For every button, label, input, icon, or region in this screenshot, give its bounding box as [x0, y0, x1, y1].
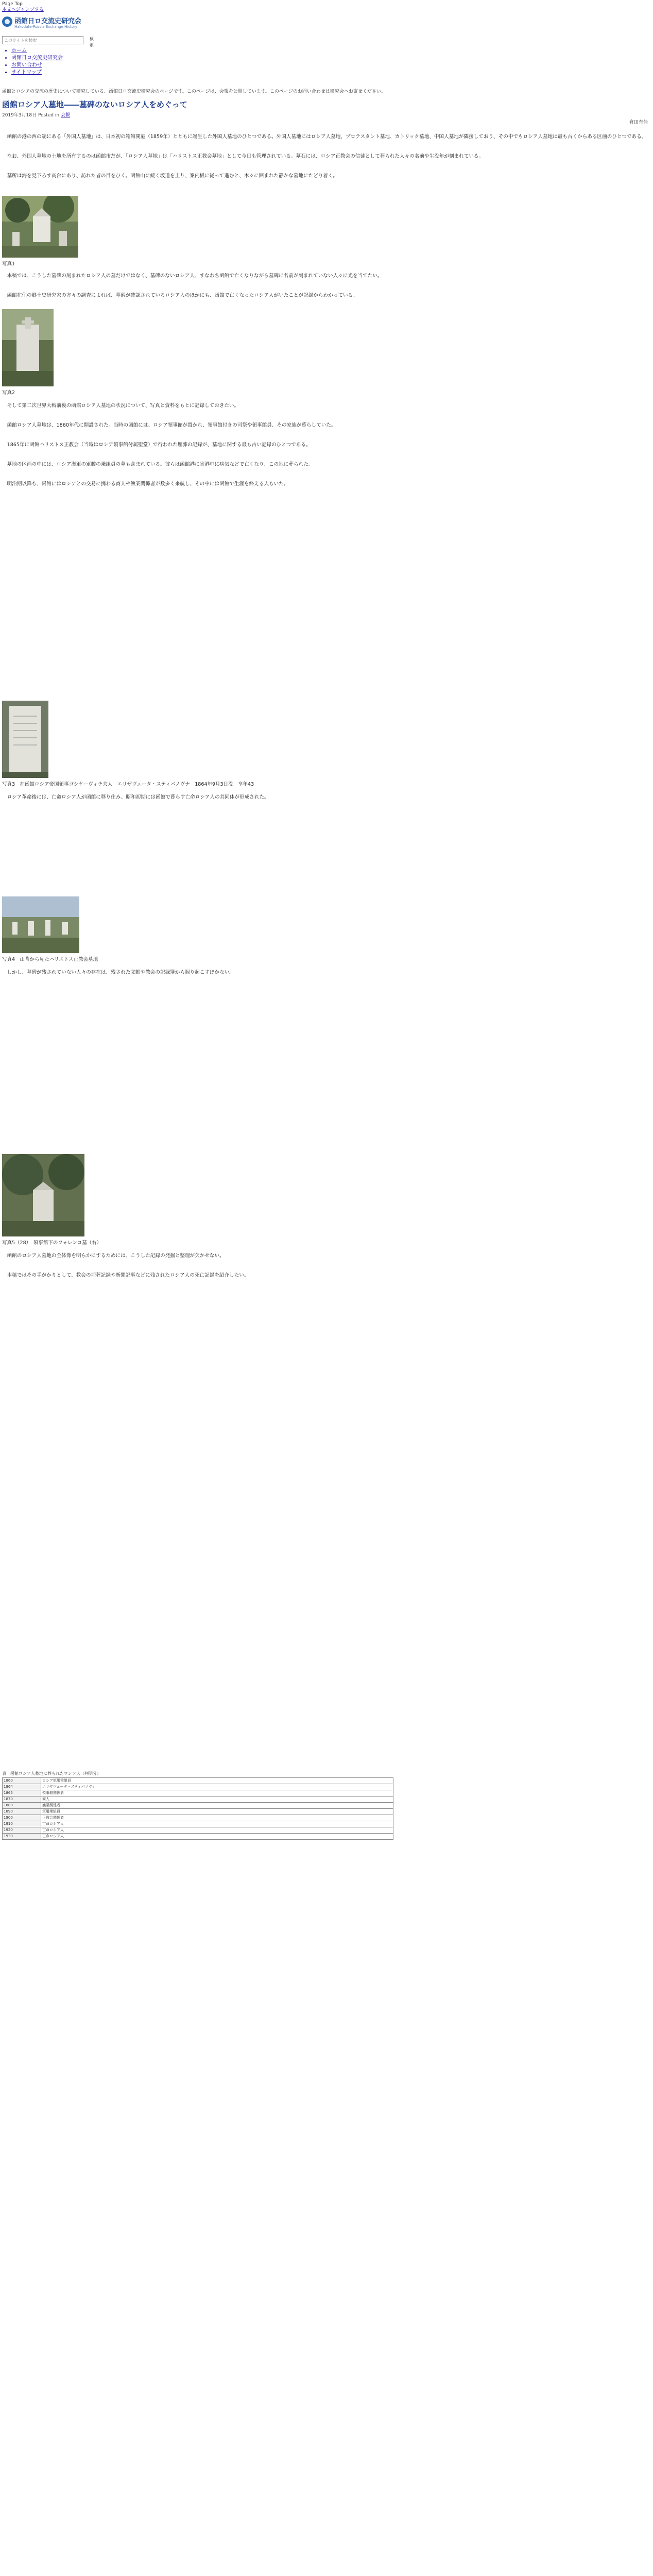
cemetery-photo-image: [2, 309, 54, 386]
photo-caption: 写真2: [2, 390, 15, 396]
table-cell: 領事館関係者: [41, 1790, 393, 1797]
paragraph: ロシア革命後には、亡命ロシア人が函館に移り住み、昭和初期には函館で暮らす亡命ロシア人の共同体が形成された。: [7, 794, 269, 800]
paragraph: そして第二次世界大戦前後の函館ロシア人墓地の状況について、写真と資料をもとに記録しておきたい。: [7, 403, 239, 409]
paragraph: 明治期以降も、函館にはロシアとの交易に携わる商人や漁業関係者が数多く来航し、その中には函館で生涯を終える人もいた。: [7, 481, 289, 487]
nav-item-contact[interactable]: • お問い合わせ: [11, 62, 63, 69]
logo-icon: [2, 16, 12, 27]
paragraph: 函館在住の郷土史研究家の方々の調査によれば、墓碑が確認されているロシア人のほかにも、函館で亡くなったロシア人がいたことが記録からわかっている。: [7, 293, 358, 298]
table-title: 表 函館ロシア人墓地に葬られたロシア人（判明分）: [2, 1771, 101, 1776]
photo-caption: 写真5（28） 領事館下のフォレンコ墓（右）: [2, 1240, 102, 1246]
photo-caption: 写真1: [2, 261, 15, 267]
nav-item-sitemap[interactable]: • サイトマップ: [11, 69, 63, 76]
nav-item-home[interactable]: • ホーム: [11, 47, 63, 55]
gravestone-photo-image: [2, 701, 48, 778]
table-cell: 漁業関係者: [41, 1803, 393, 1809]
search-button[interactable]: 検索: [90, 37, 94, 48]
table-cell: 1860: [3, 1778, 41, 1784]
search-form: [2, 36, 94, 48]
site-intro: 函館とロシアの交流の歴史について研究している、函館日ロ交流史研究会のページです。このページは、会報を公開しています。このページのお問い合わせは研究会へお寄せください。: [2, 89, 386, 94]
category-link[interactable]: 会報: [60, 113, 70, 118]
table-cell: 1900: [3, 1815, 41, 1821]
skip-to-content-link[interactable]: 本文へジャンプする: [2, 7, 44, 12]
photo-caption: 写真3 在函館ロシア帝国領事ゴシケーヴィチ夫人 エリザヴェータ・スティパノヴナ 1864年9月3日没 享年43: [2, 782, 254, 787]
main-nav: [11, 47, 63, 76]
table-cell: 1890: [3, 1809, 41, 1815]
post-date: 2019年3月18日 Posted in: [2, 113, 60, 118]
table-row: [3, 1834, 393, 1840]
cemetery-photo-image: [2, 196, 78, 258]
table-cell: 1865: [3, 1790, 41, 1797]
burial-table: [2, 1777, 393, 1840]
photo-caption: 写真4 山背から見たハリストス正教会墓地: [2, 957, 98, 962]
table-cell: 正教会関係者: [41, 1815, 393, 1821]
photo-forenko-grave: [2, 1154, 84, 1236]
article-meta: [2, 112, 70, 120]
table-row: [3, 1815, 393, 1821]
table-row: [3, 1797, 393, 1803]
article-title: 函館ロシア人墓地――墓碑のないロシア人をめぐって: [2, 100, 187, 109]
table-row: [3, 1827, 393, 1834]
table-cell: 1930: [3, 1834, 41, 1840]
paragraph: 函館の港の西の端にある「外国人墓地」は、日本初の箱館開港（1859年）とともに誕生した外国人墓地のひとつである。外国人墓地にはロシア人墓地、プロテスタント墓地、カトリック墓地、中国人墓地が隣接しており、その中でもロシア人墓地は最も古くからある区画のひとつである。: [7, 134, 647, 140]
paragraph: 本稿では、こうした墓碑の刻まれたロシア人の墓だけではなく、墓碑のないロシア人、すなわち函館で亡くなりながら墓碑に名前が刻まれていない人々に光を当てたい。: [7, 273, 383, 279]
table-row: [3, 1790, 393, 1797]
table-cell: エリザヴェータ・スティパノヴナ: [41, 1784, 393, 1790]
paragraph: 墓所は海を見下ろす高台にあり、訪れた者の目をひく。函館山に続く坂道を上り、案内板に従って進むと、木々に囲まれた静かな墓地にたどり着く。: [7, 173, 338, 179]
paragraph: 1865年に函館ハリストス正教会（当時はロシア領事館付属聖堂）で行われた埋葬の記録が、墓地に関する最も古い記録のひとつである。: [7, 442, 311, 448]
table-cell: 軍艦乗組員: [41, 1809, 393, 1815]
site-subtitle: Hakodate-Russia Exchange History: [14, 25, 78, 29]
site-name: 函館日ロ交流史研究会: [14, 18, 82, 25]
table-cell: 1910: [3, 1821, 41, 1827]
author-name: 倉田有佳: [629, 120, 648, 125]
church-cemetery-photo-image: [2, 896, 79, 953]
table-cell: 1864: [3, 1784, 41, 1790]
photo-cemetery-1: [2, 196, 78, 258]
table-cell: 1870: [3, 1797, 41, 1803]
table-cell: 1880: [3, 1803, 41, 1809]
site-logo[interactable]: [2, 14, 82, 29]
paragraph: 函館のロシア人墓地の全体像を明らかにするためには、こうした記録の発掘と整理が欠かせない。: [7, 1253, 225, 1259]
photo-cemetery-2: [2, 309, 54, 386]
photo-gravestone: [2, 701, 48, 778]
paragraph: 函館ロシア人墓地は、1860年代に開設された。当時の函館には、ロシア領事館が置かれ、領事館付きの司祭や領事館員、その家族が暮らしていた。: [7, 422, 336, 428]
paragraph: なお、外国人墓地の土地を所有するのは函館市だが、「ロシア人墓地」は「ハリストス正教会墓地」として今日も管理されている。墓石には、ロシア正教会の信徒として葬られた人々の名前や生没年が刻まれている。: [7, 154, 484, 159]
table-row: [3, 1784, 393, 1790]
table-row: [3, 1803, 393, 1809]
table-cell: ロシア軍艦乗組員: [41, 1778, 393, 1784]
page-top-label: Page Top: [2, 2, 23, 7]
photo-church-cemetery: [2, 896, 79, 953]
paragraph: しかし、墓碑が残されていない人々の存在は、残された文献や教会の記録簿から掘り起こすほかない。: [7, 970, 234, 975]
table-cell: 亡命ロシア人: [41, 1834, 393, 1840]
table-row: [3, 1809, 393, 1815]
table-cell: 亡命ロシア人: [41, 1821, 393, 1827]
forenko-grave-photo-image: [2, 1154, 84, 1236]
search-input[interactable]: [2, 36, 83, 44]
table-row: [3, 1778, 393, 1784]
table-row: [3, 1821, 393, 1827]
paragraph: 墓地の区画の中には、ロシア海軍の軍艦の乗組員の墓も含まれている。彼らは函館港に寄港中に病気などで亡くなり、この地に葬られた。: [7, 462, 314, 467]
table-cell: 商人: [41, 1797, 393, 1803]
paragraph: 本稿ではその手がかりとして、教会の埋葬記録や新聞記事などに残されたロシア人の死亡記録を紹介したい。: [7, 1273, 249, 1278]
table-cell: 亡命ロシア人: [41, 1827, 393, 1834]
nav-item-society[interactable]: • 函館日ロ交流史研究会: [11, 55, 63, 62]
table-cell: 1920: [3, 1827, 41, 1834]
